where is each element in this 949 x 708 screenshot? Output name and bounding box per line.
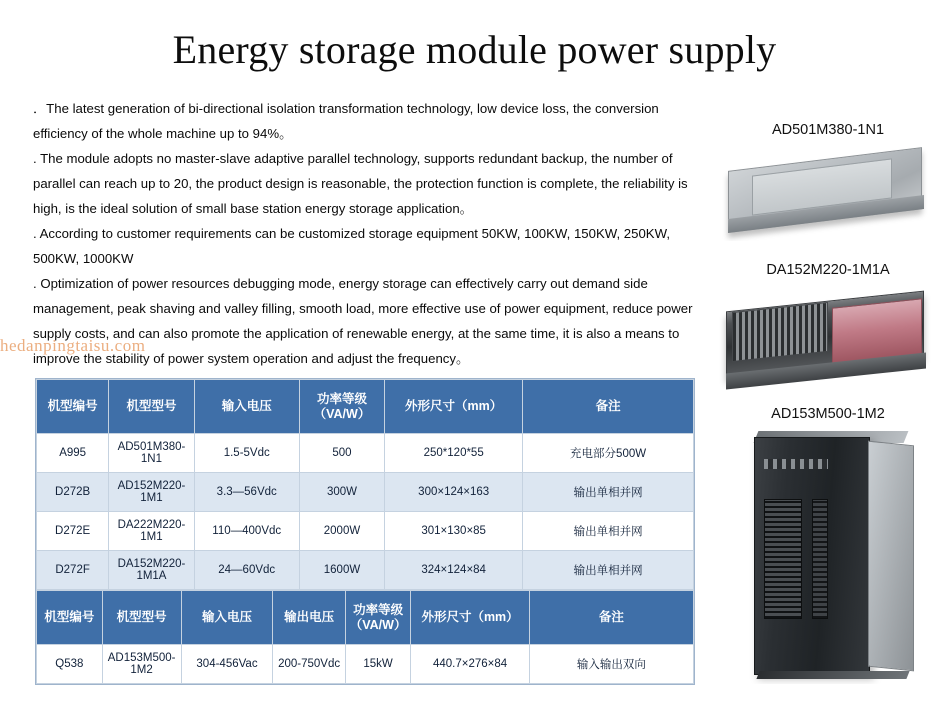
description-paragraph-4: . Optimization of power resources debugging mode, energy storage can effectively carry out demand side management, peak shaving and valley filling, smooth load, more effective use of power equipment, reduce power supply costs, and can also promote the application of renewable energy, at the same time, it is also a means to improve the stability of power system operation and adjust the frequency。 (33, 276, 693, 366)
page-title: Energy storage module power supply (172, 27, 777, 72)
cell-dimensions: 301×130×85 (385, 512, 523, 551)
cell-remarks: 输出单相并网 (523, 473, 694, 512)
product-caption-1: AD501M380-1N1 (771, 122, 885, 138)
specifications-table (35, 378, 695, 685)
product-caption-2: DA152M220-1M1A (766, 262, 890, 278)
cell-input-voltage: 110—400Vdc (194, 512, 299, 551)
column-header-power-rating: 功率等级（VA/W） (345, 591, 411, 645)
description-paragraph-3: . According to customer requirements can be customized storage equipment 50KW, 100KW, 150KW, 250KW, 500KW, 1000KW (33, 226, 670, 266)
vent-grille-secondary-shape (812, 499, 828, 619)
column-header-dimensions: 外形尺寸（mm） (411, 591, 529, 645)
cell-power-rating: 1600W (299, 551, 384, 590)
table-row (37, 551, 694, 590)
heatsink-fins-shape (732, 302, 828, 362)
cell-power-rating: 300W (299, 473, 384, 512)
column-header-remarks: 备注 (523, 380, 694, 434)
column-header-remarks: 备注 (529, 591, 693, 645)
column-header-output-voltage: 输出电压 (273, 591, 345, 645)
watermark-text: hedanpingtaisu.com (0, 336, 146, 355)
cell-model-no: D272F (37, 551, 109, 590)
cell-model-no: Q538 (37, 645, 103, 684)
table-header-row (37, 380, 694, 434)
description-block (33, 96, 701, 371)
cell-input-voltage: 304-456Vac (181, 645, 273, 684)
product-block-2 (712, 262, 944, 395)
cell-dimensions: 324×124×84 (385, 551, 523, 590)
description-paragraph-2: . The module adopts no master-slave adaptive parallel technology, supports redundant backup, the number of parallel can reach up to 20, the product design is reasonable, the protection function is complete, the reliability is high, is the ideal solution of small base station energy storage application。 (33, 151, 688, 216)
cell-model-no: A995 (37, 434, 109, 473)
table-row (37, 434, 694, 473)
cell-power-rating: 2000W (299, 512, 384, 551)
product-photo-2 (712, 285, 944, 395)
column-header-model-no: 机型编号 (37, 380, 109, 434)
cell-model-no: D272B (37, 473, 109, 512)
vent-grille-shape (764, 499, 802, 619)
table-row (37, 512, 694, 551)
cabinet-base-shape (756, 671, 909, 679)
spec-table-1 (36, 379, 694, 590)
column-header-input-voltage: 输入电压 (194, 380, 299, 434)
product-block-1 (712, 122, 944, 241)
column-header-power-rating: 功率等级（VA/W） (299, 380, 384, 434)
column-header-model-type: 机型型号 (109, 380, 194, 434)
column-header-model-type: 机型型号 (102, 591, 181, 645)
cell-remarks: 输入输出双向 (529, 645, 693, 684)
cell-model-type: DA222M220-1M1 (109, 512, 194, 551)
product-photo-1 (712, 145, 944, 241)
table-header-row (37, 591, 694, 645)
cell-model-no: D272E (37, 512, 109, 551)
table-row (37, 473, 694, 512)
product-photo-3 (712, 429, 944, 684)
cell-remarks: 充电部分500W (523, 434, 694, 473)
cell-dimensions: 300×124×163 (385, 473, 523, 512)
product-caption-3: AD153M500-1M2 (771, 406, 885, 422)
cell-dimensions: 440.7×276×84 (411, 645, 529, 684)
cell-power-rating: 500 (299, 434, 384, 473)
table-row (37, 645, 694, 684)
cell-input-voltage: 3.3—56Vdc (194, 473, 299, 512)
column-header-model-no: 机型编号 (37, 591, 103, 645)
spec-table-2 (36, 590, 694, 684)
column-header-input-voltage: 输入电压 (181, 591, 273, 645)
cabinet-side-shape (868, 441, 914, 672)
cell-remarks: 输出单相并网 (523, 512, 694, 551)
cell-input-voltage: 1.5-5Vdc (194, 434, 299, 473)
product-block-3 (712, 406, 944, 684)
column-header-dimensions: 外形尺寸（mm） (385, 380, 523, 434)
cell-model-type: AD501M380-1N1 (109, 434, 194, 473)
indicator-strip-shape (764, 459, 828, 469)
cell-input-voltage: 24—60Vdc (194, 551, 299, 590)
cell-remarks: 输出单相并网 (523, 551, 694, 590)
cell-power-rating: 15kW (345, 645, 411, 684)
cell-model-type: AD152M220-1M1 (109, 473, 194, 512)
cell-model-type: AD153M500-1M2 (102, 645, 181, 684)
cell-model-type: DA152M220-1M1A (109, 551, 194, 590)
cell-dimensions: 250*120*55 (385, 434, 523, 473)
description-paragraph-1: ．The latest generation of bi-directional isolation transformation technology, low device loss, the conversion efficiency of the whole machine up to 94%。 (33, 101, 659, 141)
cell-output-voltage: 200-750Vdc (273, 645, 345, 684)
